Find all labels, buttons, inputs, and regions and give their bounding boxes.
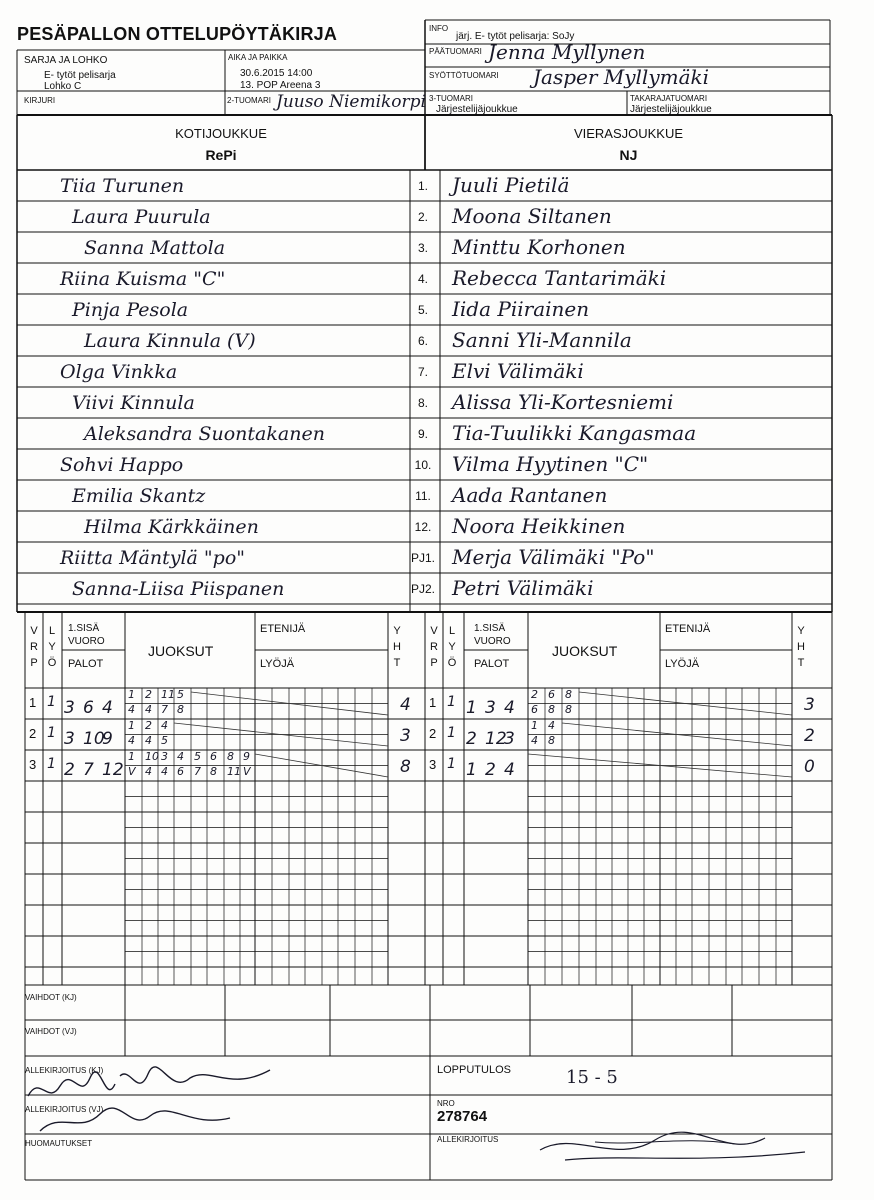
run-bottom: 4 xyxy=(161,765,168,778)
scorer-label: KIRJURI xyxy=(24,96,56,105)
head-umpire-value: Jenna Myllynen xyxy=(488,40,646,64)
roster-number: PJ2. xyxy=(410,582,435,596)
home-player-name: Sanna-Liisa Piispanen xyxy=(72,578,285,600)
away-player-name: Aada Rantanen xyxy=(452,483,608,507)
away-player-name: Merja Välimäki "Po" xyxy=(452,545,655,569)
roster-number: 9. xyxy=(417,427,428,441)
home-player-name: Laura Puurula xyxy=(72,206,211,228)
home-player-name: Pinja Pesola xyxy=(72,299,189,321)
series-value-1: E- tytöt pelisarja xyxy=(44,70,116,81)
run-bottom: 6 xyxy=(177,765,184,778)
vrp-header: R xyxy=(30,641,38,653)
lyo-header: L xyxy=(48,625,56,637)
palot-value: 3 xyxy=(485,698,496,718)
yht-header: T xyxy=(393,657,401,669)
juoksut-header: JUOKSUT xyxy=(148,643,214,659)
inning-total: 3 xyxy=(804,695,815,715)
inning-total: 2 xyxy=(804,726,815,746)
away-player-name: Petri Välimäki xyxy=(452,576,594,600)
home-team-label: KOTIJOUKKUE xyxy=(175,126,267,141)
place-value: 13. POP Areena 3 xyxy=(240,80,321,91)
run-top: 3 xyxy=(161,750,168,763)
vrp-header: R xyxy=(430,641,438,653)
run-bottom: 7 xyxy=(161,703,168,716)
away-player-name: Rebecca Tantarimäki xyxy=(452,266,667,290)
run-top: 1 xyxy=(128,688,135,701)
home-player-name: Laura Kinnula (V) xyxy=(84,330,256,352)
run-top: 1 xyxy=(531,719,538,732)
yht-header: H xyxy=(393,641,401,653)
run-bottom: 11 xyxy=(227,765,241,778)
run-top: 2 xyxy=(145,688,152,701)
away-player-name: Tia-Tuulikki Kangasmaa xyxy=(452,421,697,445)
roster-number: 2. xyxy=(417,210,428,224)
roster-number: 1. xyxy=(417,179,428,193)
inning-total: 3 xyxy=(400,726,411,746)
home-player-name: Tiia Turunen xyxy=(60,175,185,197)
inning-lyo: 1 xyxy=(447,756,456,772)
first-inning-header: 1.SISÄ xyxy=(474,623,506,634)
palot-value: 12 xyxy=(102,760,124,780)
run-bottom: V xyxy=(128,765,136,778)
run-top: 4 xyxy=(548,719,555,732)
time-value: 30.6.2015 14:00 xyxy=(240,68,313,79)
run-top: 8 xyxy=(565,688,572,701)
umpire2-value: Juuso Niemikorpi xyxy=(276,92,426,112)
inning-number: 3 xyxy=(29,757,37,772)
etenija-header: ETENIJÄ xyxy=(260,623,306,635)
roster-number: 12. xyxy=(414,520,432,534)
nro-value: 278764 xyxy=(437,1108,488,1125)
run-bottom: 8 xyxy=(548,734,555,747)
roster-number: 7. xyxy=(417,365,428,379)
juoksut-header: JUOKSUT xyxy=(552,643,618,659)
run-top: 2 xyxy=(531,688,538,701)
inning-number: 1 xyxy=(29,695,37,710)
inning-lyo: 1 xyxy=(47,725,56,741)
pitch-umpire-value: Jasper Myllymäki xyxy=(533,65,710,89)
yht-header: Y xyxy=(797,625,805,637)
inning-lyo: 1 xyxy=(47,756,56,772)
palot-value: 10 xyxy=(83,729,105,749)
roster-number: 8. xyxy=(417,396,428,410)
home-player-name: Riina Kuisma "C" xyxy=(60,268,226,290)
series-value-2: Lohko C xyxy=(44,81,82,92)
run-bottom: 8 xyxy=(548,703,555,716)
away-player-name: Iida Piirainen xyxy=(452,297,590,321)
run-bottom: 4 xyxy=(145,734,152,747)
palot-header: PALOT xyxy=(68,658,104,670)
run-top: 8 xyxy=(227,750,234,763)
palot-header: PALOT xyxy=(474,658,510,670)
roster-number: 6. xyxy=(417,334,428,348)
vrp-header: P xyxy=(30,657,38,669)
first-inning-header: VUORO xyxy=(68,636,105,647)
run-bottom: V xyxy=(243,765,251,778)
etenija-header: ETENIJÄ xyxy=(665,623,711,635)
home-team-name: RePi xyxy=(205,147,237,163)
away-player-name: Vilma Hyytinen "C" xyxy=(452,452,649,476)
away-player-name: Moona Siltanen xyxy=(452,204,612,228)
run-bottom: 6 xyxy=(531,703,538,716)
roster-number: 5. xyxy=(417,303,428,317)
home-player-name: Riitta Mäntylä "po" xyxy=(60,547,246,569)
run-top: 4 xyxy=(177,750,184,763)
first-inning-header: VUORO xyxy=(474,636,511,647)
back-umpire-value: Järjestelijäjoukkue xyxy=(630,104,712,115)
lyoja-header: LYÖJÄ xyxy=(260,658,295,670)
yht-header: Y xyxy=(393,625,401,637)
palot-value: 7 xyxy=(83,760,94,780)
away-player-name: Sanni Yli-Mannila xyxy=(452,328,632,352)
inning-total: 0 xyxy=(804,757,815,777)
head-umpire-label: PÄÄTUOMARI xyxy=(429,47,482,56)
away-team-name: NJ xyxy=(619,147,638,163)
result-label: LOPPUTULOS xyxy=(437,1064,511,1076)
run-bottom: 5 xyxy=(161,734,168,747)
umpire2-label: 2-TUOMARI xyxy=(227,96,271,105)
run-bottom: 4 xyxy=(145,765,152,778)
home-player-name: Hilma Kärkkäinen xyxy=(84,516,259,538)
run-bottom: 8 xyxy=(210,765,217,778)
away-player-name: Elvi Välimäki xyxy=(452,359,584,383)
palot-value: 1 xyxy=(466,698,477,718)
back-umpire-label: TAKARAJATUOMARI xyxy=(630,94,708,103)
run-bottom: 4 xyxy=(128,734,135,747)
home-player-name: Emilia Skantz xyxy=(72,485,206,507)
palot-value: 2 xyxy=(64,760,75,780)
yht-header: H xyxy=(797,641,805,653)
series-label: SARJA JA LOHKO xyxy=(24,55,108,66)
lyoja-header: LYÖJÄ xyxy=(665,658,700,670)
umpire3-value: Järjestelijäjoukkue xyxy=(436,104,518,115)
run-top: 6 xyxy=(548,688,555,701)
yht-header: T xyxy=(797,657,805,669)
signature-result xyxy=(535,1120,815,1170)
vrp-header: V xyxy=(430,625,438,637)
run-top: 4 xyxy=(161,719,168,732)
result-value: 15 - 5 xyxy=(566,1067,618,1088)
run-top: 10 xyxy=(145,750,159,763)
palot-value: 4 xyxy=(102,698,113,718)
run-bottom: 8 xyxy=(177,703,184,716)
roster-number: 10. xyxy=(414,458,432,472)
inning-total: 4 xyxy=(400,695,411,715)
inning-lyo: 1 xyxy=(447,694,456,710)
away-player-name: Minttu Korhonen xyxy=(452,235,626,259)
inning-total: 8 xyxy=(400,757,411,777)
inning-number: 3 xyxy=(429,757,437,772)
palot-value: 4 xyxy=(504,698,515,718)
palot-value: 9 xyxy=(102,729,113,749)
away-team-label: VIERASJOUKKUE xyxy=(573,126,684,141)
run-bottom: 4 xyxy=(531,734,538,747)
palot-value: 3 xyxy=(504,729,515,749)
run-top: 6 xyxy=(210,750,217,763)
subs-away-label: VAIHDOT (VJ) xyxy=(25,1027,77,1036)
palot-value: 2 xyxy=(485,760,496,780)
run-top: 5 xyxy=(177,688,184,701)
home-player-name: Olga Vinkka xyxy=(60,361,178,383)
roster-number: 4. xyxy=(417,272,428,286)
home-player-name: Viivi Kinnula xyxy=(72,392,195,414)
run-bottom: 4 xyxy=(128,703,135,716)
subs-home-label: VAIHDOT (KJ) xyxy=(25,993,77,1002)
inning-number: 2 xyxy=(29,726,37,741)
home-player-name: Aleksandra Suontakanen xyxy=(84,423,325,445)
palot-value: 1 xyxy=(466,760,477,780)
run-top: 5 xyxy=(194,750,201,763)
run-bottom: 7 xyxy=(194,765,201,778)
palot-value: 2 xyxy=(466,729,477,749)
form-title: PESÄPALLON OTTELUPÖYTÄKIRJA xyxy=(17,24,338,44)
time-place-label: AIKA JA PAIKKA xyxy=(228,53,288,62)
away-player-name: Noora Heikkinen xyxy=(452,514,626,538)
palot-value: 3 xyxy=(64,698,75,718)
lyo-header: L xyxy=(448,625,456,637)
vrp-header: P xyxy=(430,657,438,669)
run-top: 9 xyxy=(243,750,250,763)
umpire3-label: 3-TUOMARI xyxy=(429,94,473,103)
inning-lyo: 1 xyxy=(447,725,456,741)
nro-label: NRO xyxy=(437,1099,455,1108)
run-top: 2 xyxy=(145,719,152,732)
lyo-header: Y xyxy=(48,641,56,653)
run-bottom: 4 xyxy=(145,703,152,716)
palot-value: 4 xyxy=(504,760,515,780)
lyo-header: Ö xyxy=(47,657,57,669)
lyo-header: Y xyxy=(448,641,456,653)
info-value: järj. E- tytöt pelisarja: SoJy xyxy=(456,31,575,42)
roster-number: 3. xyxy=(417,241,428,255)
run-top: 1 xyxy=(128,719,135,732)
lyo-header: Ö xyxy=(447,657,457,669)
sign-home-label: ALLEKIRJOITUS (KJ) xyxy=(25,1066,104,1075)
inning-lyo: 1 xyxy=(47,694,56,710)
run-top: 11 xyxy=(161,688,175,701)
sign-away-label: ALLEKIRJOITUS (VJ) xyxy=(25,1105,104,1114)
roster-number: PJ1. xyxy=(410,551,435,565)
home-player-name: Sanna Mattola xyxy=(84,237,226,259)
run-top: 1 xyxy=(128,750,135,763)
remarks-label: HUOMAUTUKSET xyxy=(25,1139,93,1148)
palot-value: 6 xyxy=(83,698,94,718)
sign-label: ALLEKIRJOITUS xyxy=(437,1135,499,1144)
away-player-name: Alissa Yli-Kortesniemi xyxy=(452,390,674,414)
home-player-name: Sohvi Happo xyxy=(60,454,184,476)
info-label: INFO xyxy=(429,24,449,33)
palot-value: 3 xyxy=(64,729,75,749)
first-inning-header: 1.SISÄ xyxy=(68,623,100,634)
roster-number: 11. xyxy=(415,489,431,503)
away-player-name: Juuli Pietilä xyxy=(452,173,570,197)
palot-value: 12 xyxy=(485,729,507,749)
inning-number: 2 xyxy=(429,726,437,741)
pitch-umpire-label: SYÖTTÖTUOMARI xyxy=(429,71,499,80)
run-bottom: 8 xyxy=(565,703,572,716)
signature-home-captain xyxy=(20,1056,290,1136)
vrp-header: V xyxy=(30,625,38,637)
inning-number: 1 xyxy=(429,695,437,710)
